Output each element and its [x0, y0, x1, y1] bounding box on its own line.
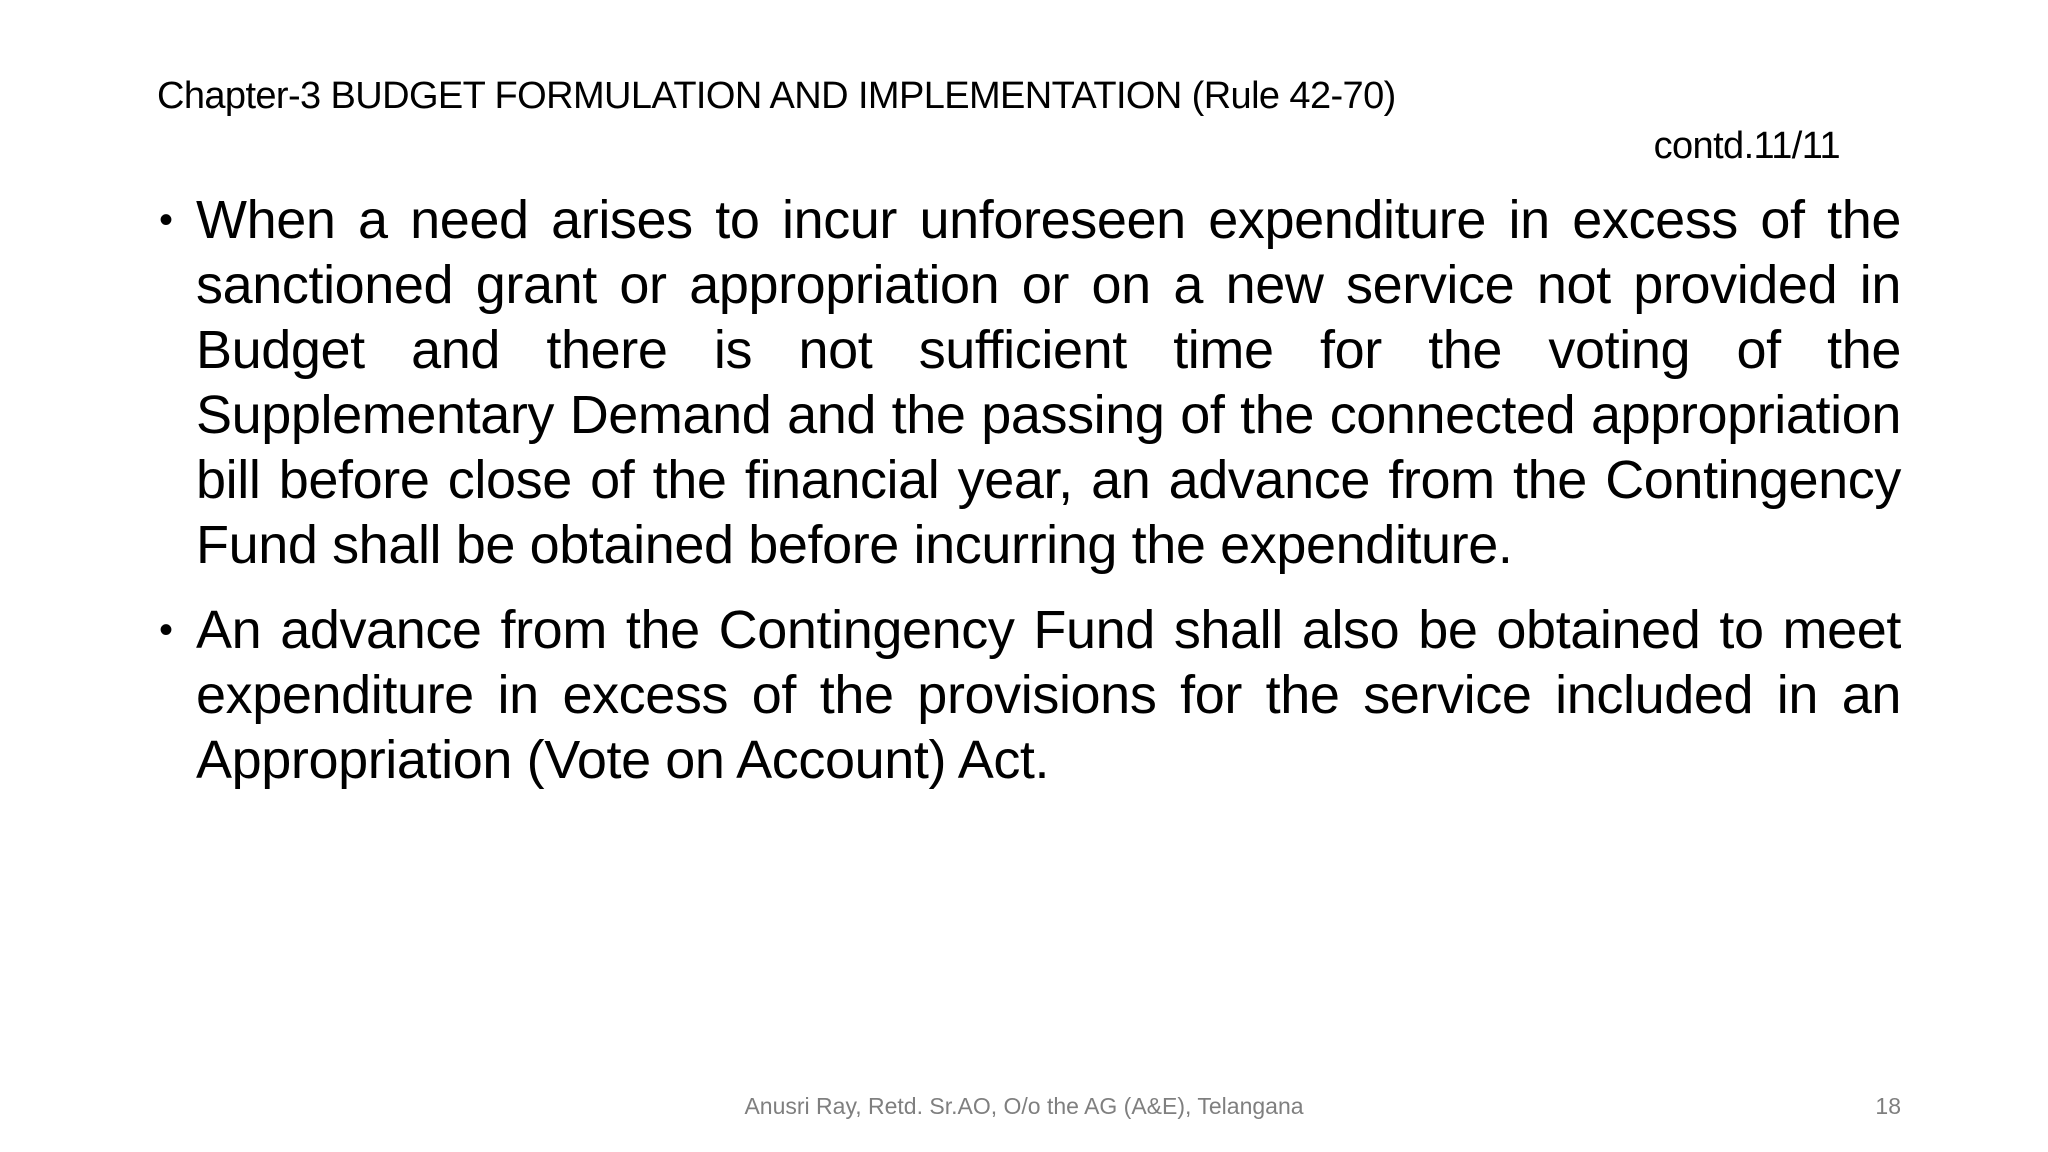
bullet-item	[157, 598, 1901, 793]
bullet-item	[157, 188, 1901, 578]
bullet-marker: •	[159, 198, 173, 242]
slide-title: Chapter-3 BUDGET FORMULATION AND IMPLEMENTATION (Rule 42-70)	[157, 75, 1396, 117]
bullet-text: When a need arises to incur unforeseen expenditure in excess of the sanctioned grant or appropriation or on a new service not provided in Budget and there is not sufficient time for the voting of the Supplementary Demand and the passing of the connected appropriation bill before close of the financial year, an advance from the Contingency Fund shall be obtained before incurring the expenditure.	[196, 190, 1901, 575]
continuation-label: contd.11/11	[1653, 125, 1840, 167]
page-number: 18	[1875, 1093, 1901, 1119]
bullet-marker: •	[159, 608, 173, 652]
footer-author: Anusri Ray, Retd. Sr.AO, O/o the AG (A&E), Telangana	[744, 1093, 1304, 1119]
bullet-list	[157, 188, 1901, 813]
bullet-text: An advance from the Contingency Fund shall also be obtained to meet expenditure in excess of the provisions for the service included in an Appropriation (Vote on Account) Act.	[196, 600, 1901, 790]
